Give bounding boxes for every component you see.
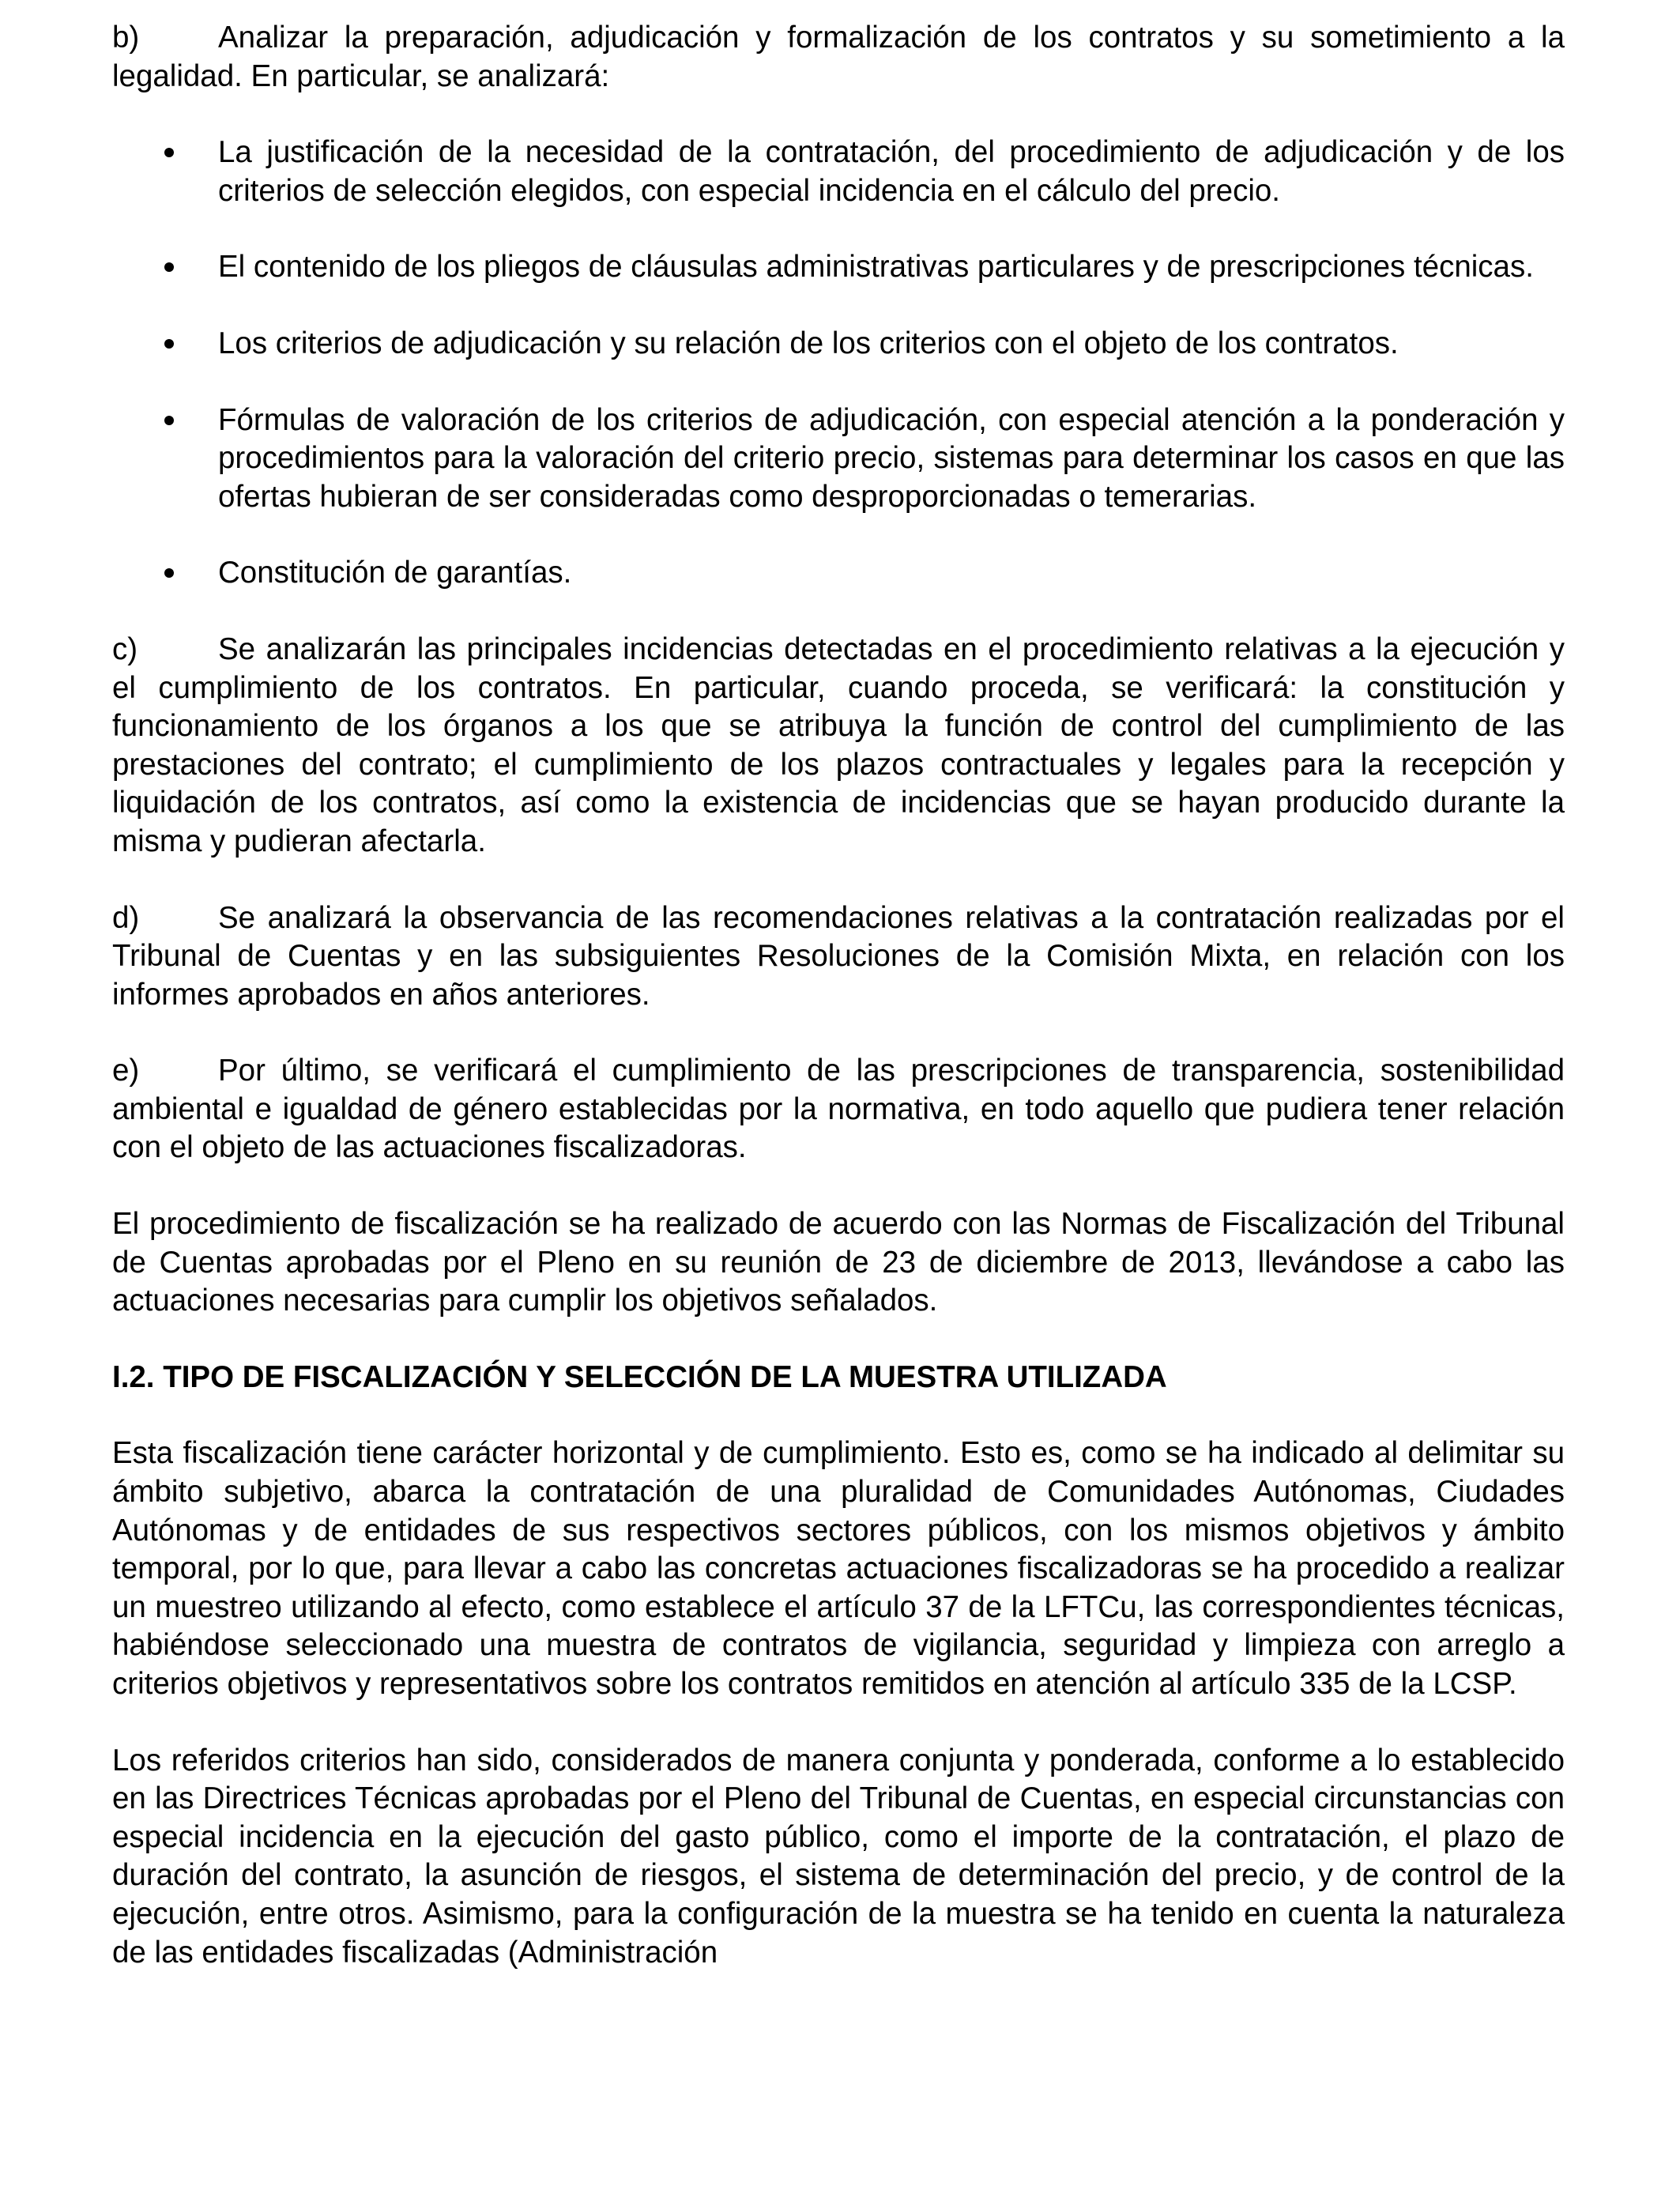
item-e-label: e): [112, 1054, 140, 1088]
bullet-text: Los criterios de adjudicación y su relación de los criterios con el objeto de los contratos.: [218, 326, 1399, 360]
item-d-paragraph: [112, 899, 1565, 1015]
item-b-label: b): [112, 21, 140, 55]
section-paragraph-1: Esta fiscalización tiene carácter horizontal y de cumplimiento. Esto es, como se ha indicado al delimitar su ámbito subjetivo, abarca la contratación de una pluralidad de Comunidades Autónomas, Ciudades Autónomas y de entidades de sus respectivos sectores públicos, con los mismos objetivos y ámbito temporal, por lo que, para llevar a cabo las concretas actuaciones fiscalizadoras se ha procedido a realizar un muestreo utilizando al efecto, como establece el artículo 37 de la LFTCu, las correspondientes técnicas, habiéndose seleccionado una muestra de contratos de vigilancia, seguridad y limpieza con arreglo a criterios objetivos y representativos sobre los contratos remitidos en atención al artículo 335 de la LCSP.: [112, 1436, 1565, 1701]
item-e-paragraph: [112, 1052, 1565, 1167]
bullet-text: La justificación de la necesidad de la contratación, del procedimiento de adjudicación y de los criterios de selección elegidos, con especial incidencia en el cálculo del precio.: [218, 135, 1565, 208]
item-d-label: d): [112, 900, 140, 935]
bullet-text: El contenido de los pliegos de cláusulas administrativas particulares y de prescripciones técnicas.: [218, 250, 1534, 285]
bullet-item: [112, 248, 1565, 287]
criteria-bullet-list: [112, 134, 1565, 593]
bullet-text: Fórmulas de valoración de los criterios de adjudicación, con especial atención a la ponderación y procedimientos para la valoración del criterio precio, sistemas para determinar los casos en que las ofertas hubieran de ser consideradas como desproporcionadas o temerarias.: [218, 402, 1565, 514]
procedure-paragraph: El procedimiento de fiscalización se ha realizado de acuerdo con las Normas de Fiscalización del Tribunal de Cuentas aprobadas por el Pleno en su reunión de 23 de diciembre de 2013, llevándose a cabo las actuaciones necesarias para cumplir los objetivos señalados.: [112, 1207, 1565, 1318]
item-e-text: Por último, se verificará el cumplimiento de las prescripciones de transparencia, sostenibilidad ambiental e igualdad de género establecidas por la normativa, en todo aquello que pudiera tener relación con el objeto de las actuaciones fiscalizadoras.: [112, 1054, 1565, 1165]
bullet-dot-icon: [164, 416, 174, 425]
bullet-text: Constitución de garantías.: [218, 556, 572, 590]
item-b-paragraph: [112, 19, 1565, 96]
bullet-item: [112, 134, 1565, 210]
bullet-dot-icon: [164, 148, 174, 157]
item-d-text: Se analizará la observancia de las recomendaciones relativas a la contratación realizadas por el Tribunal de Cuentas y en las subsiguientes Resoluciones de la Comisión Mixta, en relación con los informes aprobados en años anteriores.: [112, 900, 1565, 1012]
section-paragraph-2: Los referidos criterios han sido, considerados de manera conjunta y ponderada, conforme a lo establecido en las Directrices Técnicas aprobadas por el Pleno del Tribunal de Cuentas, en especial circunstancias con especial incidencia en la ejecución del gasto público, como el importe de la contratación, el plazo de duración del contrato, la asunción de riesgos, el sistema de determinación del precio, y de control de la ejecución, entre otros. Asimismo, para la configuración de la muestra se ha tenido en cuenta la naturaleza de las entidades fiscalizadas (Administración: [112, 1743, 1565, 1970]
bullet-dot-icon: [164, 339, 174, 349]
section-heading: I.2. TIPO DE FISCALIZACIÓN Y SELECCIÓN DE LA MUESTRA UTILIZADA: [112, 1359, 1167, 1394]
bullet-item: [112, 554, 1565, 593]
item-c-label: c): [112, 631, 138, 666]
item-c-text: Se analizarán las principales incidencias detectadas en el procedimiento relativas a la ejecución y el cumplimiento de los contratos. En particular, cuando proceda, se verificará: la constitución y funcionamiento de los órganos a los que se atribuya la función de control del cumplimiento de las prestaciones del contrato; el cumplimiento de los plazos contractuales y legales para la recepción y liquidación de los contratos, así como la existencia de incidencias que se hayan producido durante la misma y pudieran afectarla.: [112, 631, 1565, 858]
document-page: [112, 19, 1565, 1972]
item-c-paragraph: [112, 631, 1565, 861]
bullet-item: [112, 401, 1565, 517]
bullet-dot-icon: [164, 262, 174, 272]
bullet-dot-icon: [164, 568, 174, 578]
item-b-text: Analizar la preparación, adjudicación y formalización de los contratos y su sometimiento a la legalidad. En particular, se analizará:: [112, 21, 1565, 93]
bullet-item: [112, 325, 1565, 364]
